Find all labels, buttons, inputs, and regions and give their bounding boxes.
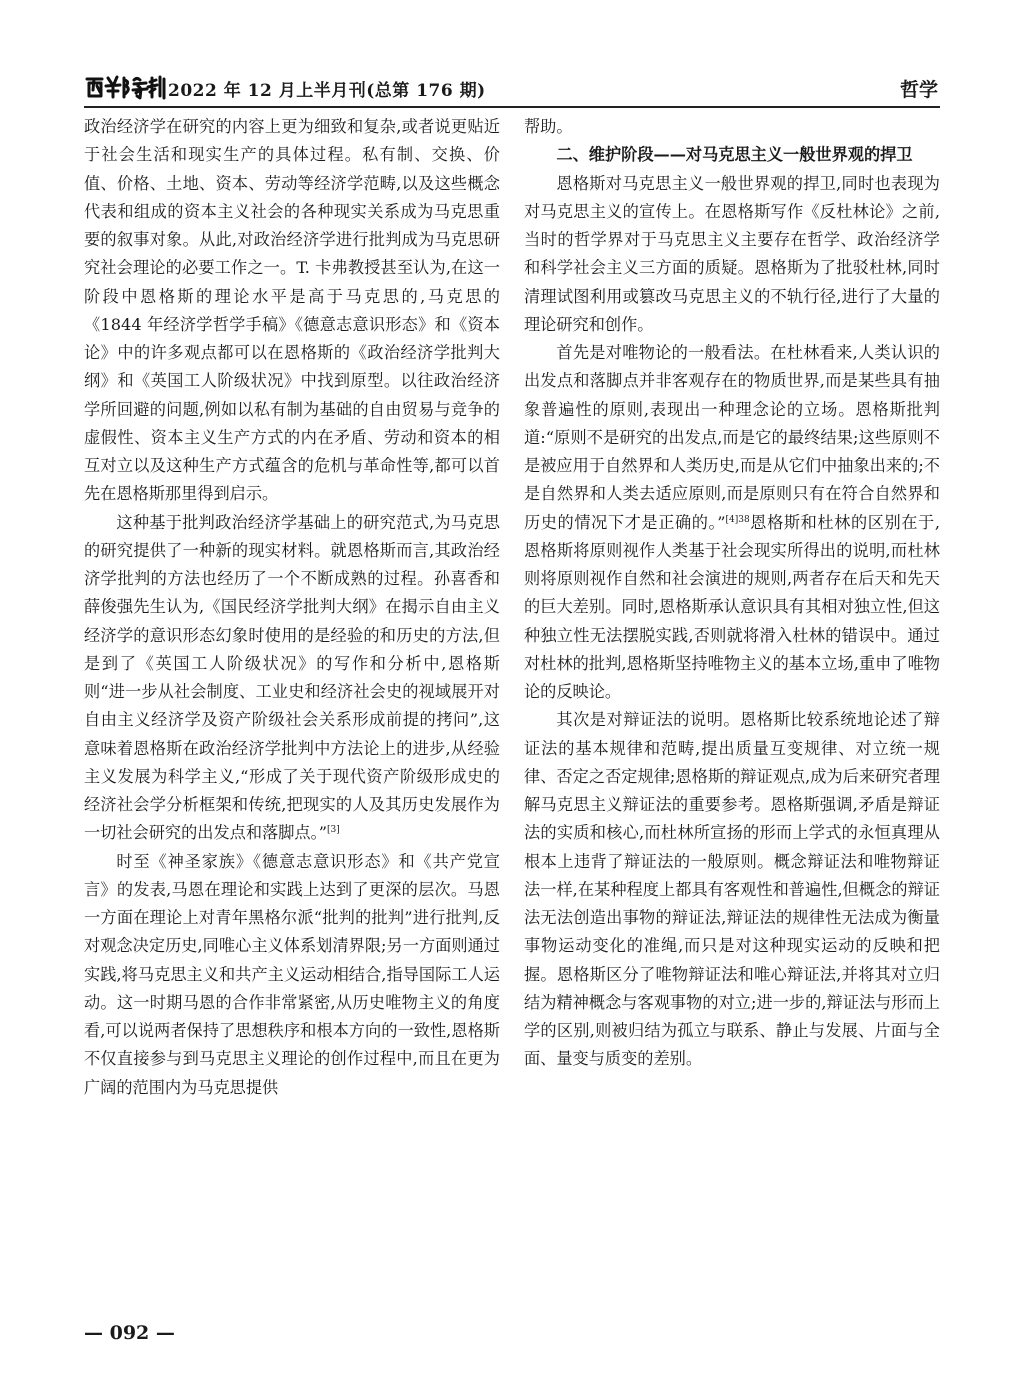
paragraph: 帮助。 xyxy=(524,117,573,136)
paragraph-text: 恩格斯和杜林的区别在于,恩格斯将原则视作人类基于社会现实所得出的说明,而杜林则将原则视作自然和社会演进的规则,两者存在后天和先天的巨大差别。同时,恩格斯承认意识具有其相对独立性,但这种独立性无法摆脱实践,否则就将滑入杜林的错误中。通过对杜林的批判,恩格斯坚持唯物主义的基本立场,重申了唯物论的反映论。 xyxy=(524,512,940,701)
citation-ref: [3] xyxy=(327,825,340,836)
paragraph xyxy=(84,509,500,848)
citation-ref: [4]38 xyxy=(725,514,750,525)
page-header xyxy=(84,72,940,108)
right-column xyxy=(524,113,940,1293)
paragraph xyxy=(524,339,940,706)
left-column xyxy=(84,113,500,1293)
paragraph: 时至《神圣家族》《德意志意识形态》和《共产党宣言》的发表,马恩在理论和实践上达到了更深的层次。马恩一方面在理论上对青年黑格尔派“批判的批判”进行批判,反对观念决定历史,同唯心主义体系划清界限;另一方面则通过实践,将马克思主义和共产主义运动相结合,指导国际工人运动。这一时期马恩的合作非常紧密,从历史唯物主义的角度看,可以说两者保持了思想秩序和根本方向的一致性,恩格斯不仅直接参与到马克思主义理论的创作过程中,而且在更为广阔的范围内为马克思提供 xyxy=(84,851,500,1097)
issue-info: 2022 年 12 月上半月刊(总第 176 期) xyxy=(168,81,486,101)
paragraph: 政治经济学在研究的内容上更为细致和复杂,或者说更贴近于社会生活和现实生产的具体过程。私有制、交换、价值、价格、土地、资本、劳动等经济学范畴,以及这些概念代表和组成的资本主义社会的各种现实关系成为马克思重要的叙事对象。从此,对政治经济学进行批判成为马克思研究社会理论的必要工作之一。T. 卡弗教授甚至认为,在这一阶段中恩格斯的理论水平是高于马克思的,马克思的《1844 年经济学哲学手稿》《德意志意识形态》和《资本论》中的许多观点都可以在恩格斯的《政治经济学批判大纲》和《英国工人阶级状况》中找到原型。以往政治经济学所回避的问题,例如以私有制为基础的自由贸易与竞争的虚假性、资本主义生产方式的内在矛盾、劳动和资本的相互对立以及这种生产方式蕴含的危机与革命性等,都可以首先在恩格斯那里得到启示。 xyxy=(84,117,500,504)
paragraph-text: 首先是对唯物论的一般看法。在杜林看来,人类认识的出发点和落脚点并非客观存在的物质世界,而是某些具有抽象普遍性的原则,表现出一种理念论的立场。恩格斯批判道:“原则不是研究的出发点,而是它的最终结果;这些原则不是被应用于自然界和人类历史,而是从它们中抽象出来的;不是自然界和人类去适应原则,而是原则只有在符合自然界和历史的情况下才是正确的。” xyxy=(524,343,940,532)
page-number: — 092 — xyxy=(84,1322,175,1344)
masthead-calligraphy-logo xyxy=(84,74,166,100)
paragraph-text: 这种基于批判政治经济学基础上的研究范式,为马克思的研究提供了一种新的现实材料。就恩格斯而言,其政治经济学批判的方法也经历了一个不断成熟的过程。孙喜香和薛俊强先生认为,《国民经济学批判大纲》在揭示自由主义经济学的意识形态幻象时使用的是经验的和历史的方法,但是到了《英国工人阶级状况》的写作和分析中,恩格斯则“进一步从社会制度、工业史和经济社会史的视域展开对自由主义经济学及资产阶级社会关系形成前提的拷问”,这意味着恩格斯在政治经济学批判中方法论上的进步,从经验主义发展为科学主义,“形成了关于现代资产阶级形成史的经济社会学分析框架和传统,把现实的人及其历史发展作为一切社会研究的出发点和落脚点。” xyxy=(84,512,500,843)
paragraph: 恩格斯对马克思主义一般世界观的捍卫,同时也表现为对马克思主义的宣传上。在恩格斯写作《反杜林论》之前,当时的哲学界对于马克思主义主要存在哲学、政治经济学和科学社会主义三方面的质疑。恩格斯为了批驳杜林,同时清理试图利用或篡改马克思主义的不轨行径,进行了大量的理论研究和创作。 xyxy=(524,173,940,334)
section-label: 哲学 xyxy=(899,79,938,101)
paragraph: 其次是对辩证法的说明。恩格斯比较系统地论述了辩证法的基本规律和范畴,提出质量互变规律、对立统一规律、否定之否定规律;恩格斯的辩证观点,成为后来研究者理解马克思主义辩证法的重要参考。恩格斯强调,矛盾是辩证法的实质和核心,而杜林所宣扬的形而上学式的永恒真理从根本上违背了辩证法的一般原则。概念辩证法和唯物辩证法一样,在某种程度上都具有客观性和普遍性,但概念的辩证法无法创造出事物的辩证法,辩证法的规律性无法成为衡量事物运动变化的准绳,而只是对这种现实运动的反映和把握。恩格斯区分了唯物辩证法和唯心辩证法,并将其对立归结为精神概念与客观事物的对立;进一步的,辩证法与形而上学的区别,则被归结为孤立与联系、静止与发展、片面与全面、量变与质变的差别。 xyxy=(524,710,940,1069)
section-heading: 二、维护阶段——对马克思主义一般世界观的捍卫 xyxy=(556,145,913,165)
